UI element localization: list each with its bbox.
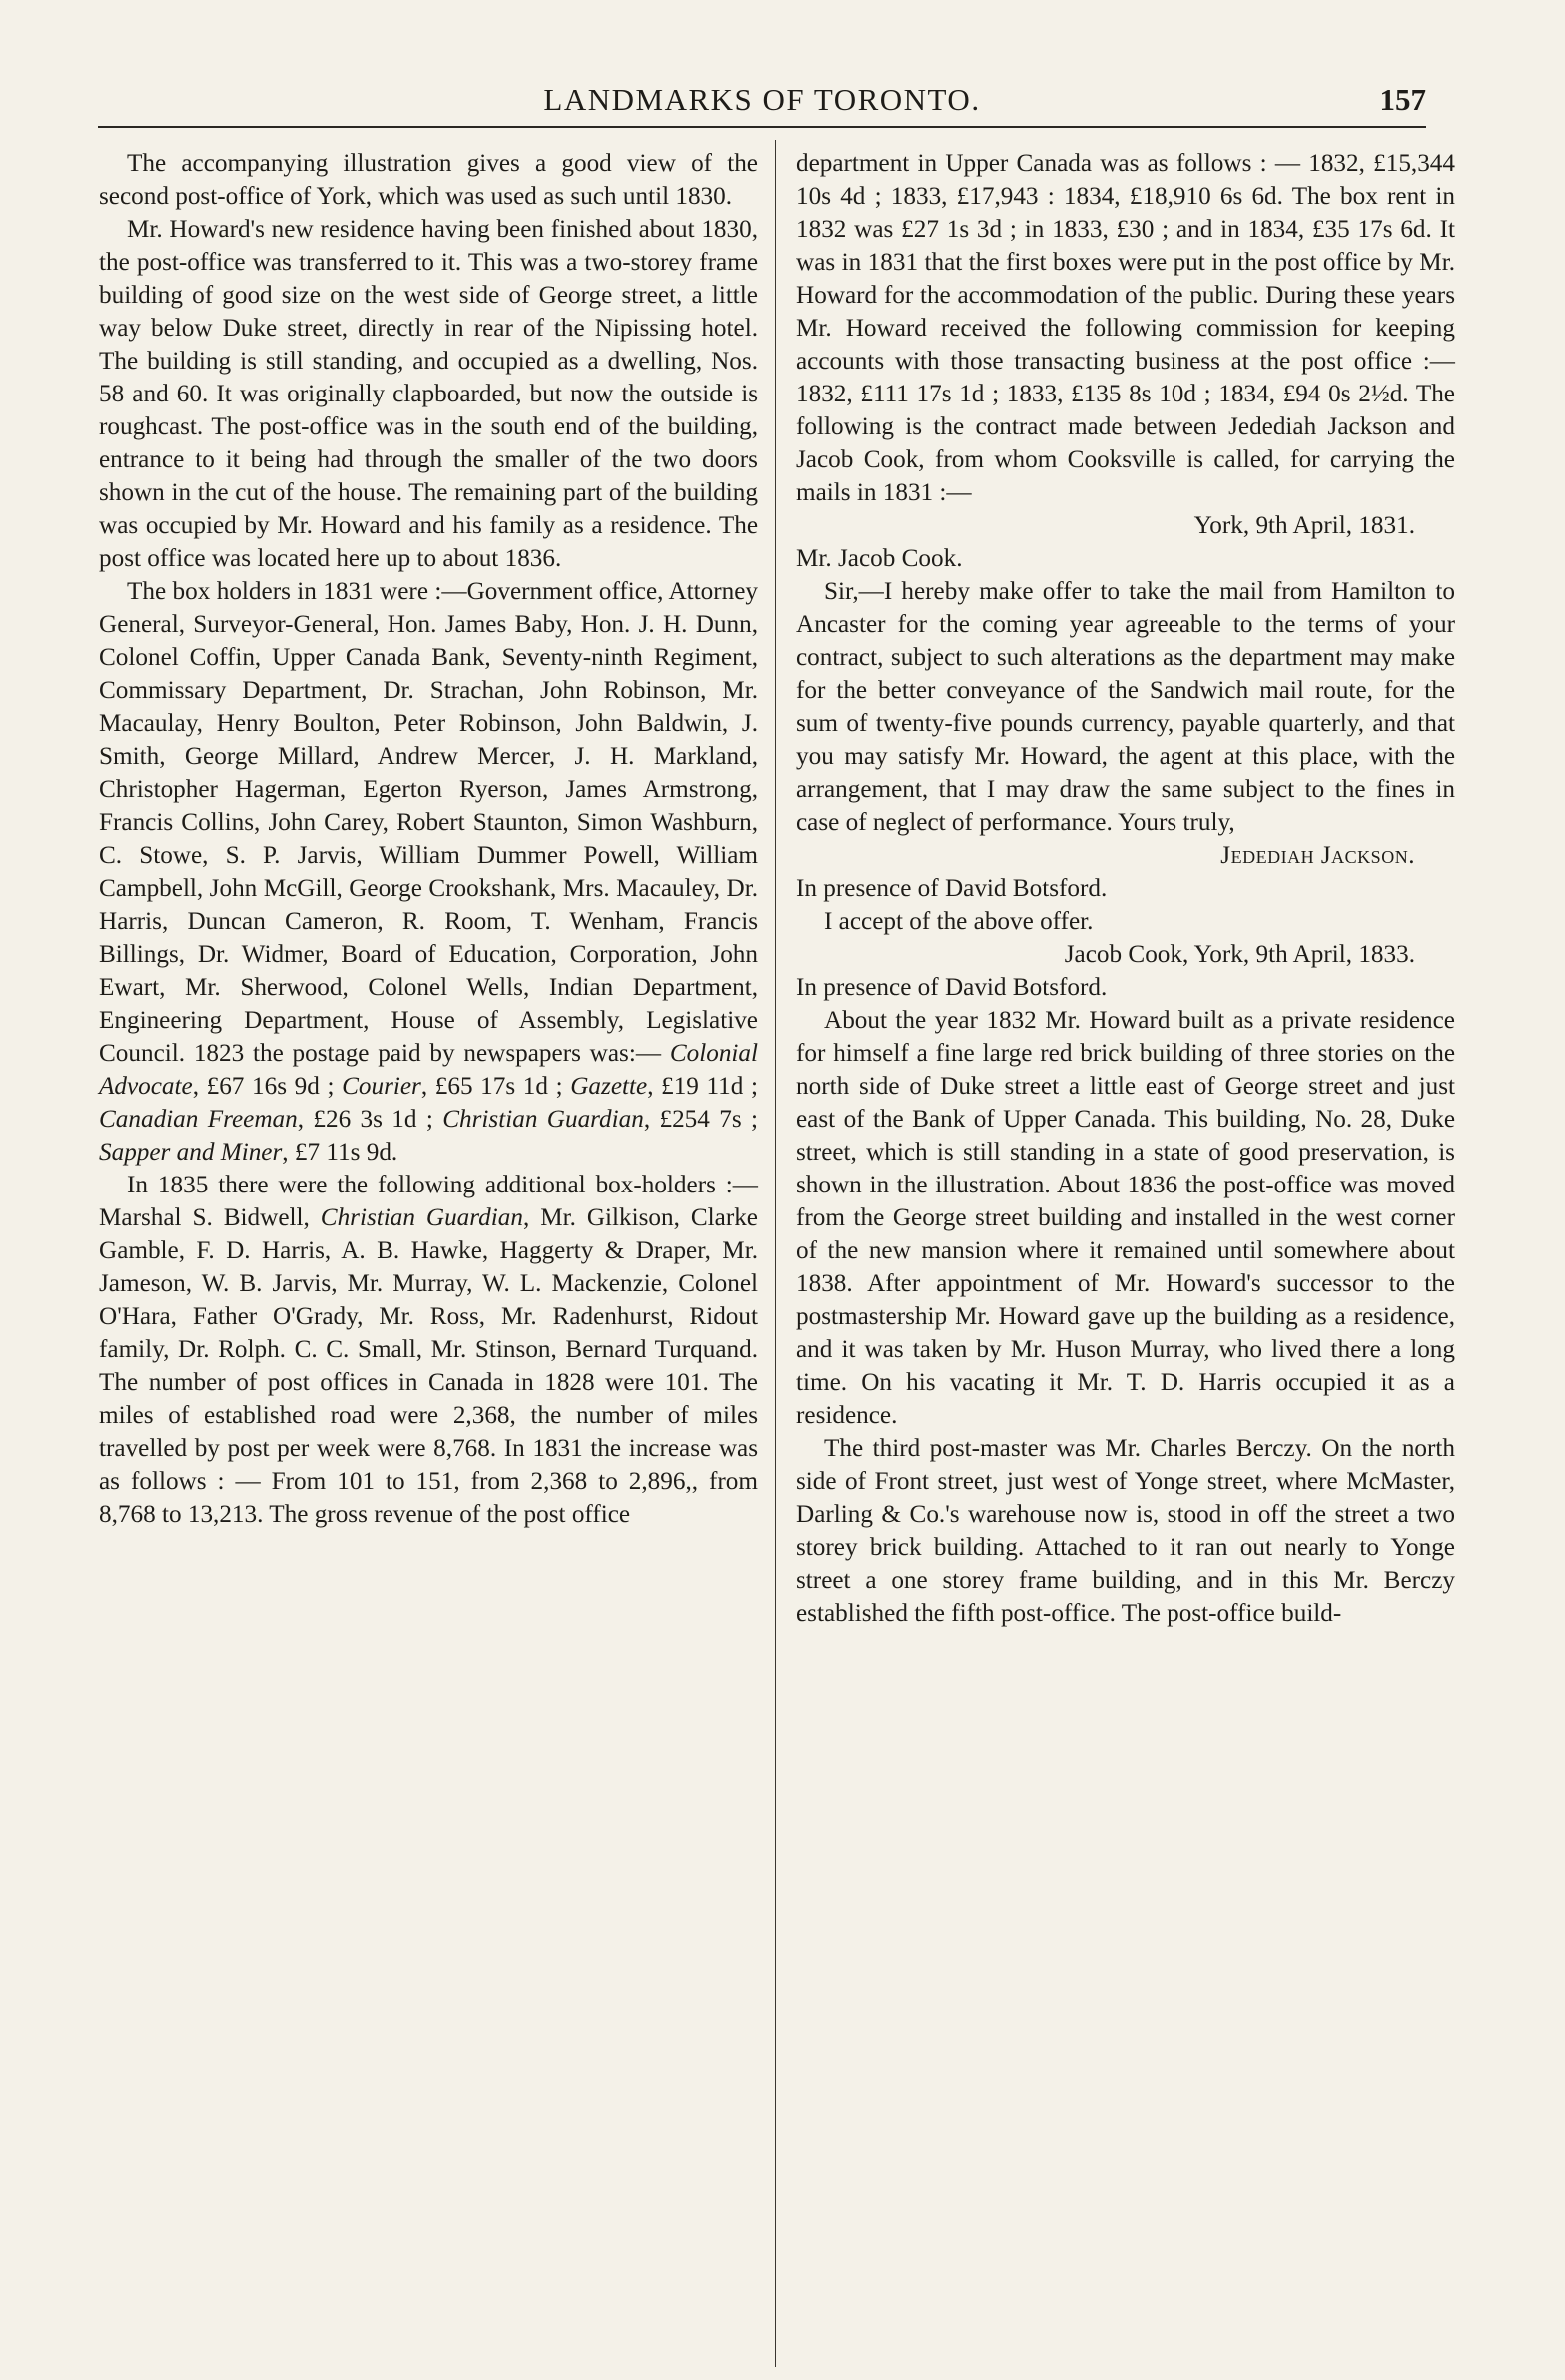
amount-colonial: , £67 16s 9d ; — [192, 1073, 343, 1100]
amount-guardian: , £254 7s ; — [643, 1106, 758, 1133]
paragraph-box-holders-1835 — [99, 1169, 758, 1531]
box-holders-text: The box holders in 1831 were :—Government office, Attorney General, Surveyor-General, Hon. James Baby, Hon. J. H. Dunn, Colonel Coffin, Upper Canada Bank, Seventy-ninth Regiment, Commissary Department, Dr. Strachan, John Robinson, Mr. Macaulay, Henry Boulton, Peter Robinson, John Baldwin, J. Smith, George Millard, Andrew Mercer, J. H. Markland, Christopher Hagerman, Egerton Ryerson, James Armstrong, Francis Collins, John Carey, Robert Staunton, Simon Washburn, C. Stowe, S. P. Jarvis, William Dummer Powell, William Campbell, John McGill, George Crookshank, Mrs. Macauley, Dr. Harris, Duncan Cameron, R. Room, T. Wenham, Francis Billings, Dr. Widmer, Board of Education, Corporation, John Ewart, Mr. Sherwood, Colonel Wells, Indian Department, Engineering Department, House of Assembly, Legislative Council. 1823 the postage paid by newspapers was:— — [99, 578, 758, 1067]
newspaper-canadian-freeman: Canadian Freeman — [99, 1106, 298, 1133]
letter-body: Sir,—I hereby make offer to take the mail from Hamilton to Ancaster for the coming year agreeable to the terms of your contract, subject to such alterations as the department may make for the better conveyance of the Sandwich mail route, for the sum of twenty-five pounds currency, payable quarterly, and that you may satisfy Mr. Howard, the agent at this place, with the arrangement, that I may draw the same subject to the fines in case of neglect of performance. Yours truly, — [796, 578, 1455, 836]
header-rule — [98, 126, 1426, 128]
letter-dateline: York, 9th April, 1831. — [1193, 512, 1415, 539]
witness-second: In presence of David Botsford. — [796, 974, 1108, 1001]
paragraph-box-holders-1831 — [99, 575, 758, 1169]
acceptance-signature: Jacob Cook, York, 9th April, 1833. — [1064, 941, 1415, 968]
page-number: 157 — [1379, 82, 1426, 117]
acceptance-line: I accept of the above offer. — [824, 908, 1094, 935]
witness-first: In presence of David Botsford. — [796, 875, 1108, 902]
newspaper-sapper-and-miner: Sapper and Miner — [99, 1139, 283, 1166]
page-header — [98, 74, 1426, 138]
letter-addressee: Mr. Jacob Cook. — [796, 545, 963, 572]
paragraph-new-residence: Mr. Howard's new residence having been finished about 1830, the post-office was transferred to it. This was a two-storey frame building of good size on the west side of George street, a little way below Duke street, directly in rear of the Nipissing hotel. The building is still standing, and occupied as a dwelling, Nos. 58 and 60. It was originally clapboarded, but now the outside is roughcast. The post-office was in the south end of the building, entrance to it being had through the smaller of the two doors shown in the cut of the house. The remaining part of the building was occupied by Mr. Howard and his family as a residence. The post office was located here up to about 1836. — [99, 216, 758, 572]
newspaper-christian-guardian: Christian Guardian — [442, 1106, 644, 1133]
letter-signature: Jedediah Jackson. — [1220, 842, 1415, 869]
amount-freeman: , £26 3s 1d ; — [297, 1106, 443, 1133]
amount-sapper: , £7 11s 9d. — [282, 1139, 398, 1166]
right-column — [796, 147, 1455, 2364]
newspaper-colonial-advocate: Colonial Advocate — [99, 1040, 758, 1100]
amount-courier: , £65 17s 1d ; — [420, 1073, 571, 1100]
paragraph-revenue: department in Upper Canada was as follows : — 1832, £15,344 10s 4d ; 1833, £17,943 : 1834, £18,910 6s 6d. The box rent in 1832 was £27 1s 3d ; in 1833, £30 ; and in 1834, £35 17s 6d. It was in 1831 that the first boxes were put in the post office by Mr. Howard for the accommodation of the public. During these years Mr. Howard received the following commission for keeping accounts with those transacting business at the post office :—1832, £111 17s 1d ; 1833, £135 8s 10d ; 1834, £94 0s 2½d. The following is the contract made between Jedediah Jackson and Jacob Cook, from whom Cooksville is called, for carrying the mails in 1831 :— — [796, 150, 1455, 506]
amount-gazette: , £19 11d ; — [647, 1073, 758, 1100]
newspaper-gazette: Gazette — [570, 1073, 648, 1100]
paragraph-third-postmaster: The third post-master was Mr. Charles Berczy. On the north side of Front street, just west of Yonge street, where McMaster, Darling & Co.'s warehouse now is, stood in off the street a two storey brick building. Attached to it ran out nearly to Yonge street a one storey frame building, and in this Mr. Berczy established the fifth post-office. The post-office build- — [796, 1435, 1455, 1627]
paragraph-red-brick-building: About the year 1832 Mr. Howard built as a private residence for himself a fine large red brick building of three stories on the north side of Duke street a little east of George street and just east of the Bank of Upper Canada. This building, No. 28, Duke street, which is still standing in a state of good preservation, is shown in the illustration. About 1836 the post-office was moved from the George street building and installed in the west corner of the new mansion where it remained until somewhere about 1838. After appointment of Mr. Howard's successor to the postmastership Mr. Howard gave up the building as a residence, and it was taken by Mr. Huson Murray, who lived there a long time. On his vacating it Mr. T. D. Harris occupied it as a residence. — [796, 1007, 1455, 1429]
box-holders-1835-rest: , Mr. Gilkison, Clarke Gamble, F. D. Harris, A. B. Hawke, Haggerty & Draper, Mr. Jameson, W. B. Jarvis, Mr. Murray, W. L. Mackenzie, Colonel O'Hara, Father O'Grady, Mr. Ross, Mr. Radenhurst, Ridout family, Dr. Rolph. C. C. Small, Mr. Stinson, Bernard Turquand. The number of post offices in Canada in 1828 were 101. The miles of established road were 2,368, the number of miles travelled by post per week were 8,768. In 1831 the increase was as follows : — From 101 to 151, from 2,368 to 2,896,, from 8,768 to 13,213. The gross revenue of the post office — [99, 1204, 758, 1528]
left-column — [99, 147, 758, 2364]
box-holders-1835-intro: In 1835 there were the following additional box-holders :—Marshal S. Bidwell, — [99, 1172, 758, 1231]
paragraph-illustration: The accompanying illustration gives a good view of the second post-office of York, which was used as such until 1830. — [99, 150, 758, 210]
running-title: LANDMARKS OF TORONTO. — [543, 82, 981, 117]
newspaper-christian-guardian-2: Christian Guardian — [320, 1204, 523, 1231]
newspaper-courier: Courier — [342, 1073, 421, 1100]
column-divider — [775, 140, 776, 2367]
